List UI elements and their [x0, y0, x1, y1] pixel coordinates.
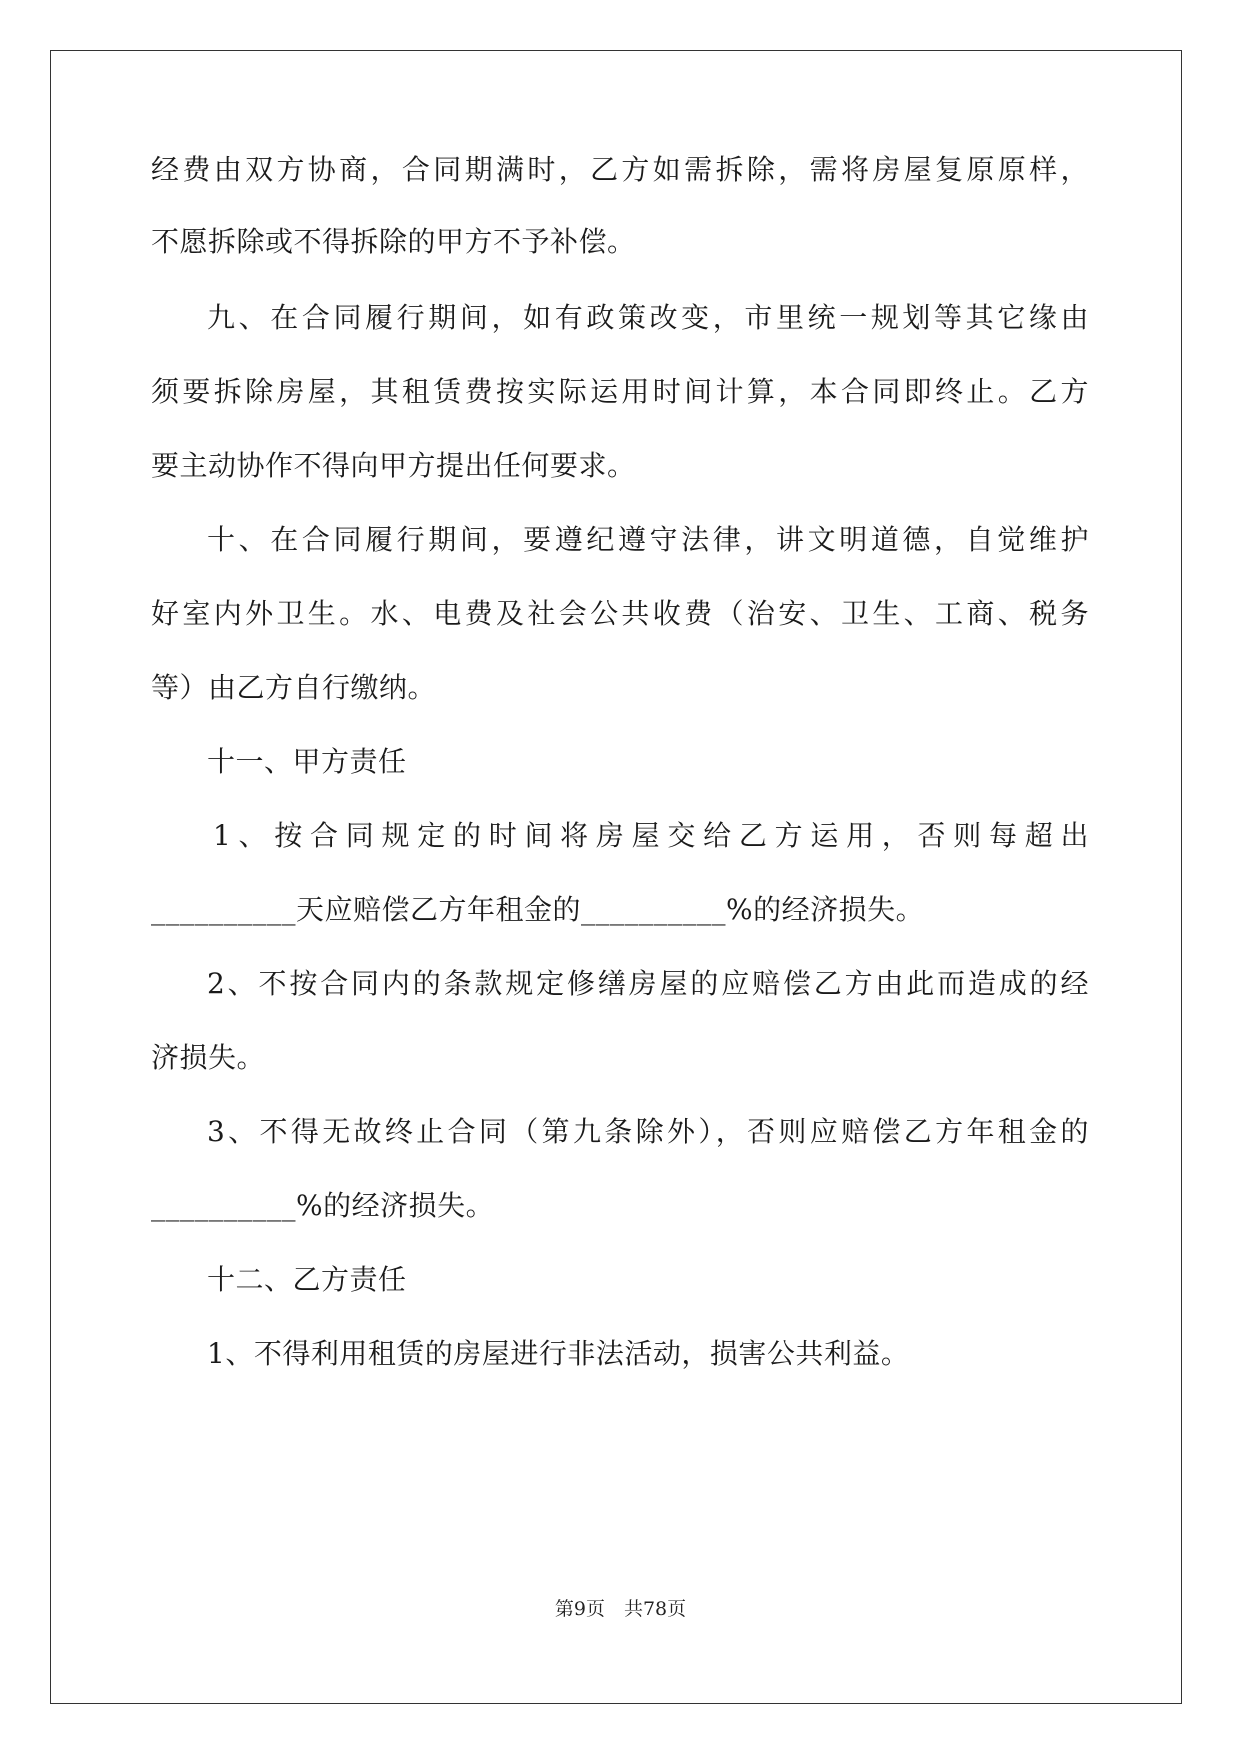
text-line: 2、不按合同内的条款规定修缮房屋的应赔偿乙方由此而造成的经 [207, 967, 1089, 1000]
text-line: 不愿拆除或不得拆除的甲方不予补偿。 [151, 225, 636, 258]
text-line: 须要拆除房屋，其租赁费按实际运用时间计算，本合同即终止。乙方 [151, 375, 1089, 408]
text-line: 1、不得利用租赁的房屋进行非法活动，损害公共利益。 [207, 1337, 910, 1370]
text-line: 要主动协作不得向甲方提出任何要求。 [151, 449, 636, 482]
text-line: 济损失。 [151, 1041, 266, 1074]
page-number: 第9页 共78页 [554, 1598, 687, 1620]
section-heading-party-a: 十一、甲方责任 [207, 745, 407, 778]
text-line: __________天应赔偿乙方年租金的__________%的经济损失。 [151, 893, 925, 926]
text-line: __________%的经济损失。 [151, 1189, 495, 1222]
text-line: 经费由双方协商，合同期满时，乙方如需拆除，需将房屋复原原样， [151, 153, 1089, 186]
text-line: 好室内外卫生。水、电费及社会公共收费（治安、卫生、工商、税务 [151, 597, 1089, 630]
clause-10-line: 十、在合同履行期间，要遵纪遵守法律，讲文明道德，自觉维护 [207, 523, 1089, 556]
text-line: 1、按合同规定的时间将房屋交给乙方运用，否则每超出 [213, 819, 1089, 852]
section-heading-party-b: 十二、乙方责任 [207, 1263, 407, 1296]
text-line: 3、不得无故终止合同（第九条除外），否则应赔偿乙方年租金的 [207, 1115, 1089, 1148]
text-line: 等）由乙方自行缴纳。 [151, 671, 437, 704]
clause-9-line: 九、在合同履行期间，如有政策改变，市里统一规划等其它缘由 [207, 301, 1089, 334]
